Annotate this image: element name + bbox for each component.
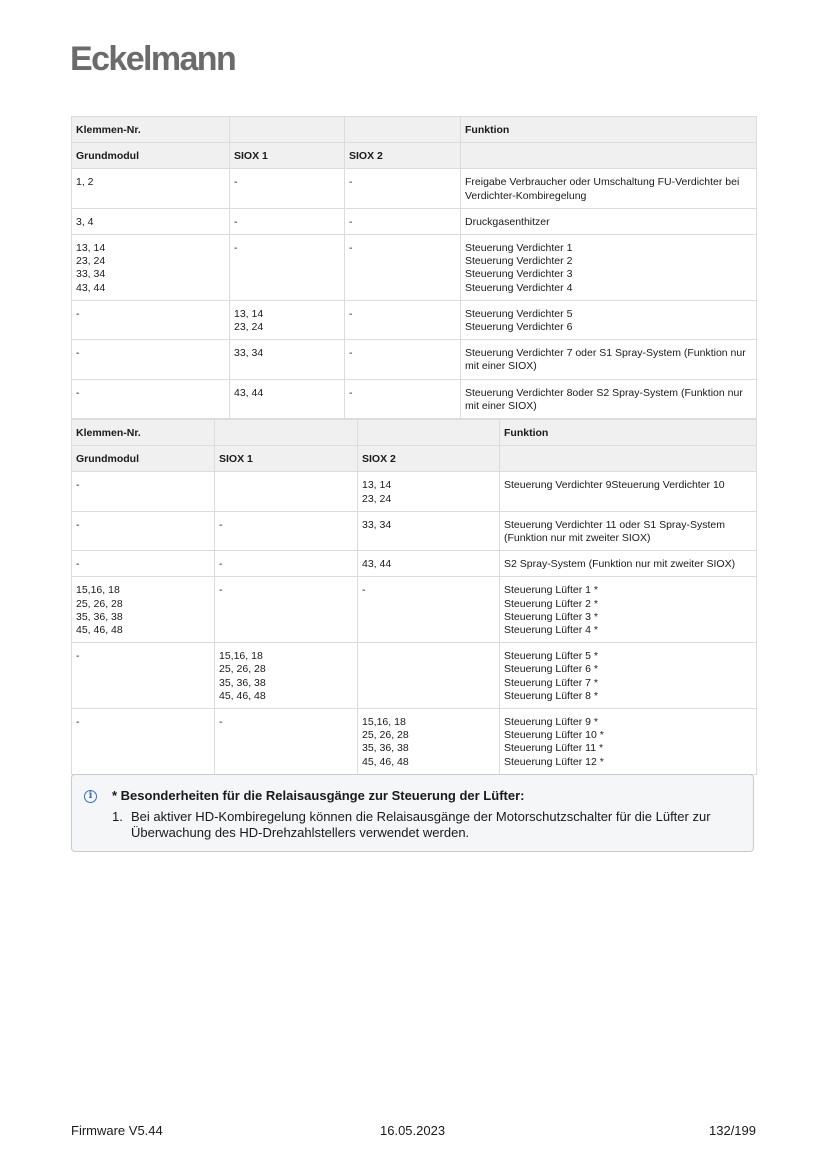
table-cell: -	[358, 577, 500, 643]
note-list	[112, 809, 752, 841]
table-cell: 33, 34	[358, 511, 500, 550]
table-cell: -	[345, 169, 461, 208]
table-cell: Steuerung Lüfter 5 * Steuerung Lüfter 6 * Steuerung Lüfter 7 * Steuerung Lüfter 8 *	[500, 643, 757, 709]
table-cell: 43, 44	[358, 551, 500, 577]
footer-date: 16.05.2023	[380, 1123, 446, 1138]
footer-page-number: 132/199	[709, 1123, 756, 1138]
list-item	[112, 809, 752, 841]
table-cell: -	[72, 300, 230, 339]
table-cell: 13, 14 23, 24 33, 34 43, 44	[72, 235, 230, 301]
table-row	[72, 235, 757, 301]
header-cell	[345, 117, 461, 143]
table-row	[72, 709, 757, 775]
table-cell: 1, 2	[72, 169, 230, 208]
table-header-row	[72, 143, 757, 169]
table-cell: -	[72, 340, 230, 379]
info-note	[71, 774, 754, 852]
note-title: * Besonderheiten für die Relaisausgänge zur Steuerung der Lüfter:	[112, 788, 525, 803]
table-row	[72, 511, 757, 550]
table-cell: -	[230, 169, 345, 208]
table-cell: -	[345, 235, 461, 301]
terminal-table-1	[71, 116, 757, 419]
table-row	[72, 300, 757, 339]
table-cell: -	[345, 340, 461, 379]
table-cell: 15,16, 18 25, 26, 28 35, 36, 38 45, 46, 48	[72, 577, 215, 643]
header-cell	[358, 420, 500, 446]
list-item-number: 1.	[112, 809, 123, 824]
table-row	[72, 551, 757, 577]
footer-firmware: Firmware V5.44	[71, 1123, 163, 1138]
header-cell: Funktion	[461, 117, 757, 143]
company-logo: Eckelmann	[70, 40, 236, 78]
header-cell	[500, 446, 757, 472]
table-cell: S2 Spray-System (Funktion nur mit zweiter SIOX)	[500, 551, 757, 577]
table-cell: -	[72, 472, 215, 511]
table-cell: Steuerung Verdichter 8oder S2 Spray-System (Funktion nur mit einer SIOX)	[461, 379, 757, 418]
table-cell: -	[215, 709, 358, 775]
table-cell: -	[72, 551, 215, 577]
table-cell: -	[345, 379, 461, 418]
header-cell	[461, 143, 757, 169]
header-cell: Funktion	[500, 420, 757, 446]
info-icon: i	[84, 790, 97, 803]
header-cell: SIOX 1	[230, 143, 345, 169]
table-cell: -	[230, 235, 345, 301]
table-cell: Steuerung Verdichter 5 Steuerung Verdichter 6	[461, 300, 757, 339]
table-header-row	[72, 420, 757, 446]
table-cell: -	[215, 511, 358, 550]
table-row	[72, 577, 757, 643]
table-cell: -	[72, 643, 215, 709]
table-row	[72, 340, 757, 379]
table-cell: -	[215, 577, 358, 643]
header-cell	[230, 117, 345, 143]
header-cell: SIOX 1	[215, 446, 358, 472]
list-item-text: Bei aktiver HD-Kombiregelung können die Relaisausgänge der Motorschutzschalter für die Lüfter zur Überwachung des HD-Drehzahlstellers verwendet werden.	[131, 809, 711, 840]
table-cell: 15,16, 18 25, 26, 28 35, 36, 38 45, 46, 48	[358, 709, 500, 775]
table-cell: Steuerung Lüfter 9 * Steuerung Lüfter 10 * Steuerung Lüfter 11 * Steuerung Lüfter 12 *	[500, 709, 757, 775]
table-cell: 15,16, 18 25, 26, 28 35, 36, 38 45, 46, 48	[215, 643, 358, 709]
table-cell: Steuerung Verdichter 9Steuerung Verdichter 10	[500, 472, 757, 511]
table-row	[72, 472, 757, 511]
table-cell: -	[345, 300, 461, 339]
table-cell	[358, 643, 500, 709]
terminal-table-2	[71, 419, 757, 775]
table-cell: -	[72, 709, 215, 775]
table-row	[72, 379, 757, 418]
table-header-row	[72, 117, 757, 143]
table-cell: 43, 44	[230, 379, 345, 418]
table-cell: -	[345, 208, 461, 234]
header-cell: Grundmodul	[72, 446, 215, 472]
table-row	[72, 169, 757, 208]
table-row	[72, 643, 757, 709]
table-cell: -	[230, 208, 345, 234]
table-row	[72, 208, 757, 234]
table-cell: 13, 14 23, 24	[230, 300, 345, 339]
table-cell: -	[72, 379, 230, 418]
table-cell: Steuerung Verdichter 1 Steuerung Verdichter 2 Steuerung Verdichter 3 Steuerung Verdichter 4	[461, 235, 757, 301]
table-header-row	[72, 446, 757, 472]
table-cell: 3, 4	[72, 208, 230, 234]
table-cell: -	[215, 551, 358, 577]
header-cell: SIOX 2	[358, 446, 500, 472]
header-cell: Grundmodul	[72, 143, 230, 169]
header-cell: SIOX 2	[345, 143, 461, 169]
table-cell	[215, 472, 358, 511]
table-cell: Steuerung Verdichter 11 oder S1 Spray-System (Funktion nur mit zweiter SIOX)	[500, 511, 757, 550]
header-cell	[215, 420, 358, 446]
table-cell: Steuerung Lüfter 1 * Steuerung Lüfter 2 * Steuerung Lüfter 3 * Steuerung Lüfter 4 *	[500, 577, 757, 643]
table-cell: 33, 34	[230, 340, 345, 379]
table-cell: -	[72, 511, 215, 550]
table-cell: 13, 14 23, 24	[358, 472, 500, 511]
header-cell: Klemmen-Nr.	[72, 117, 230, 143]
table-cell: Druckgasenthitzer	[461, 208, 757, 234]
table-cell: Steuerung Verdichter 7 oder S1 Spray-System (Funktion nur mit einer SIOX)	[461, 340, 757, 379]
header-cell: Klemmen-Nr.	[72, 420, 215, 446]
table-cell: Freigabe Verbraucher oder Umschaltung FU-Verdichter bei Verdichter-Kombiregelung	[461, 169, 757, 208]
